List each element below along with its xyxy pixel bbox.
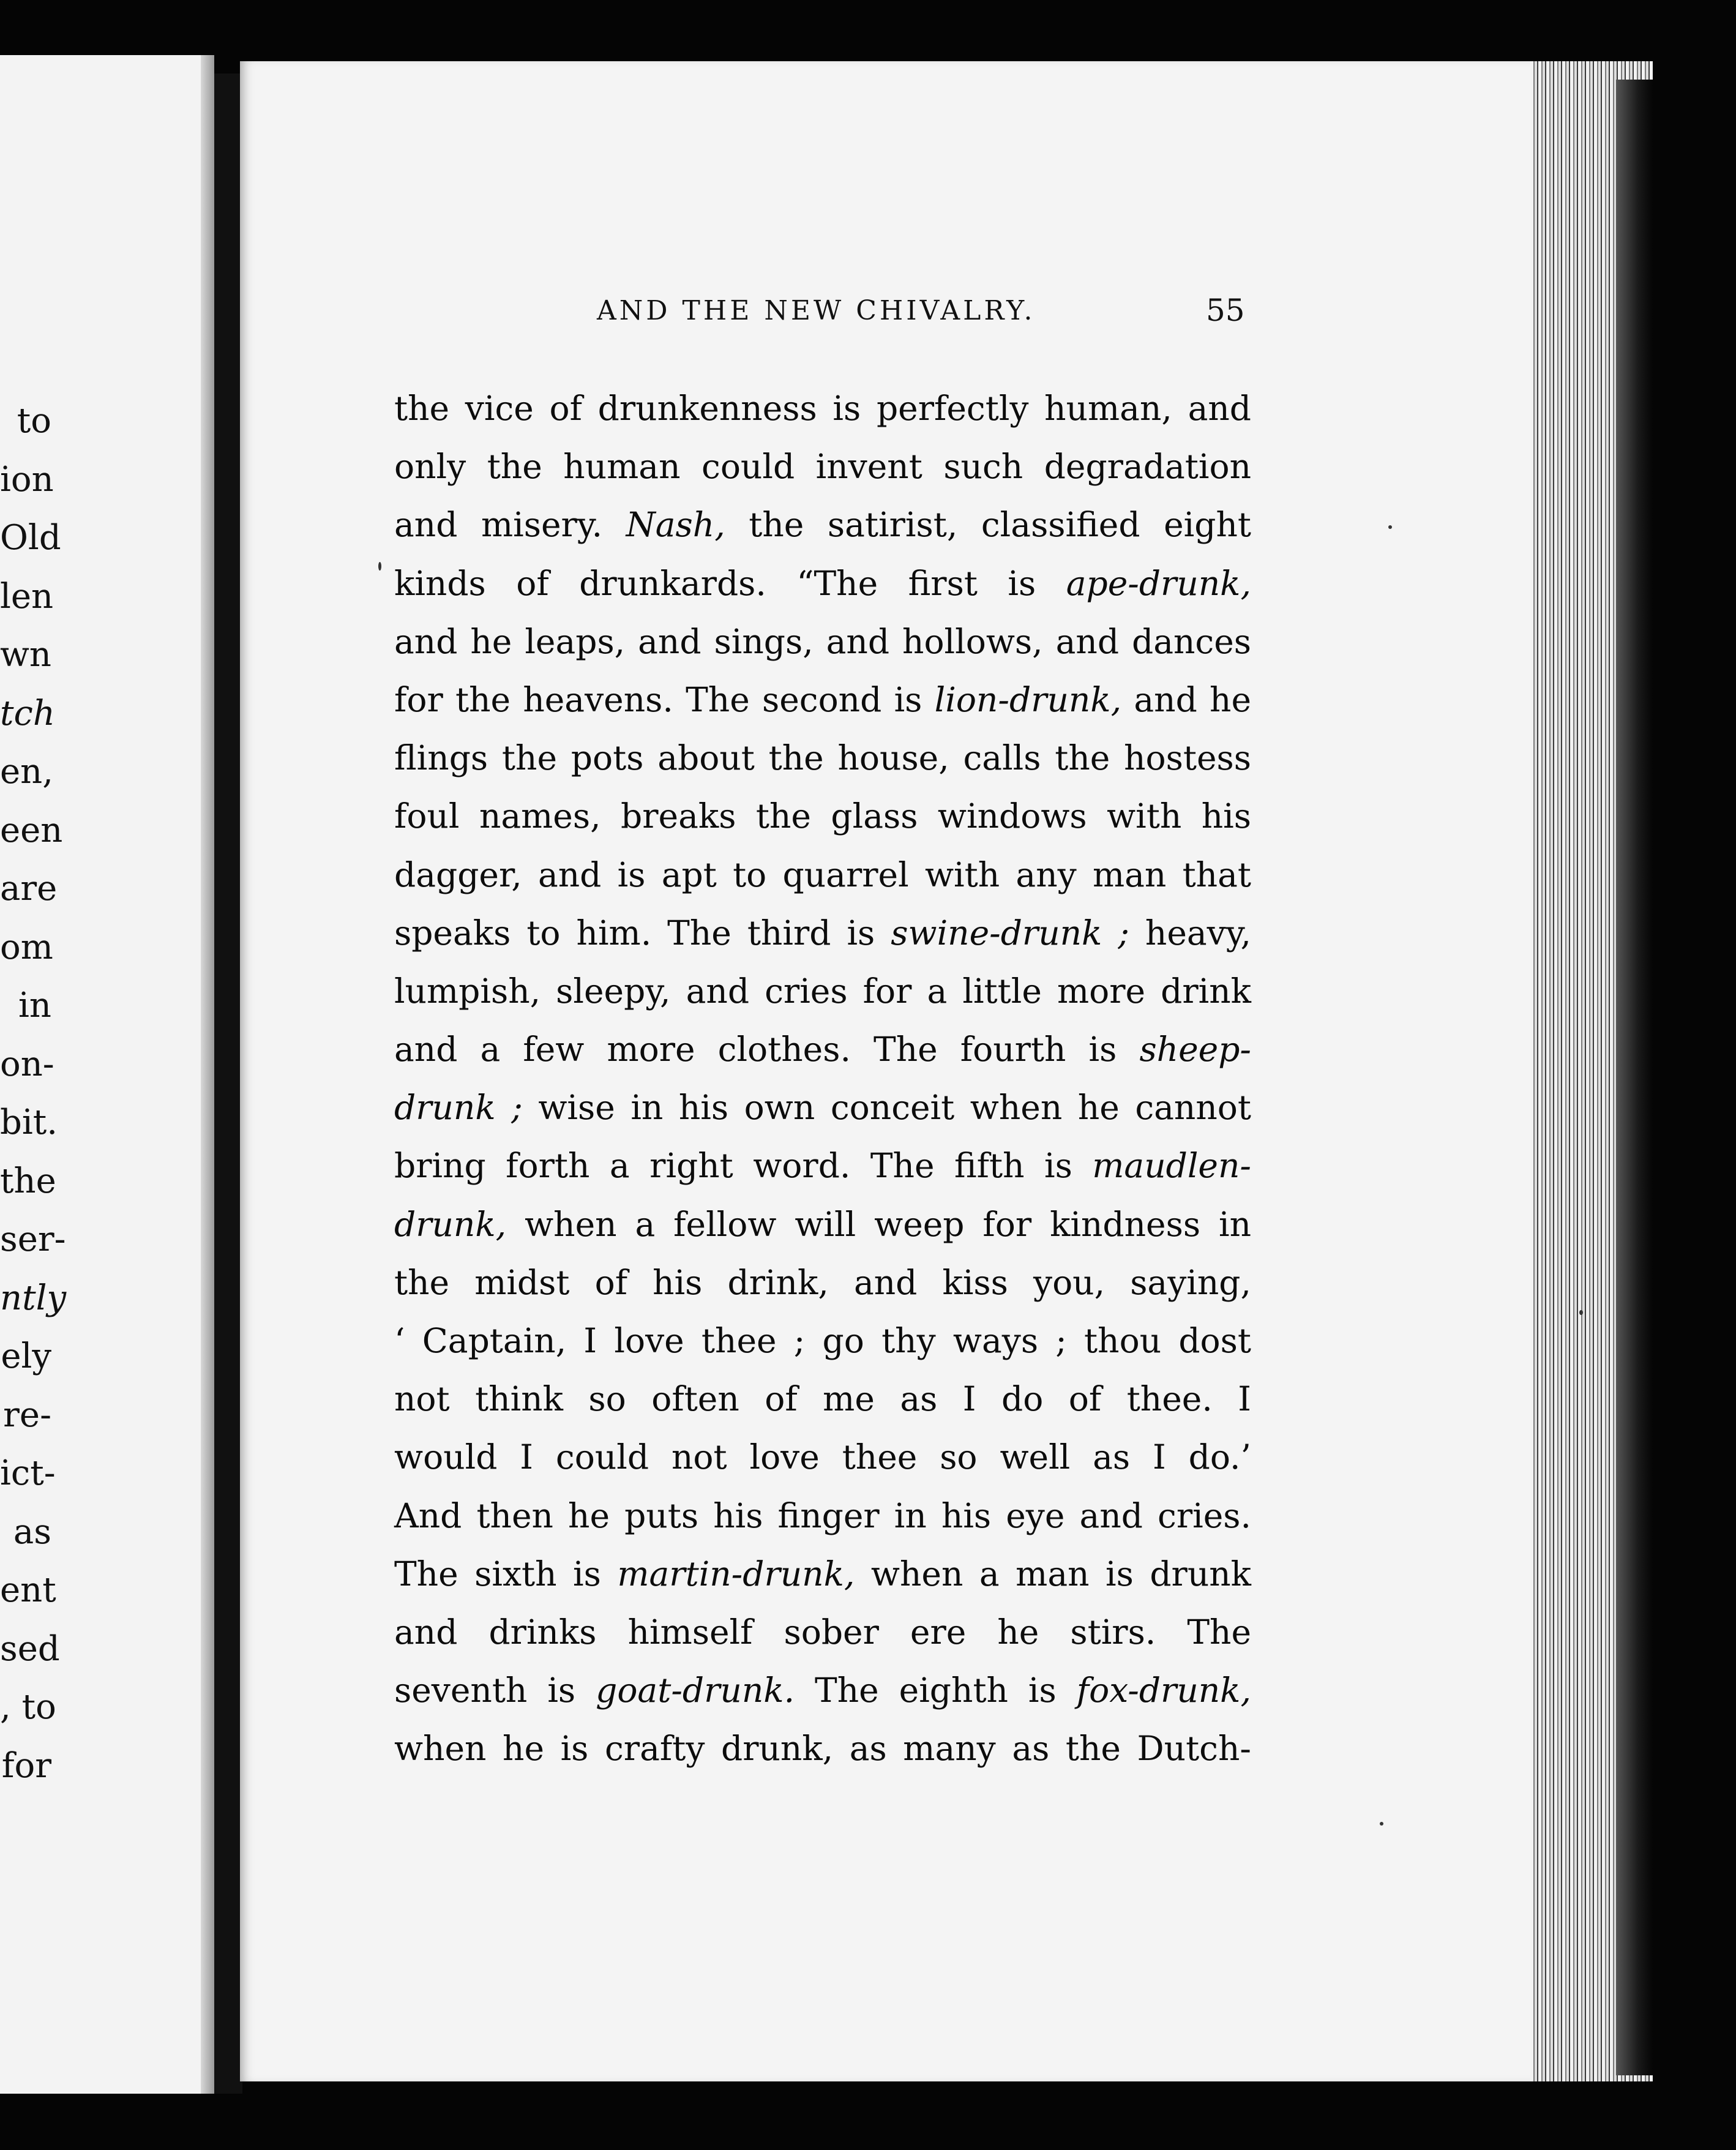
text-line <box>394 1603 1251 1661</box>
facing-page-fragment: re- <box>3 1395 51 1435</box>
text-line <box>394 904 1251 962</box>
text-line <box>394 1545 1251 1603</box>
italic-text: ape-drunk, <box>1066 563 1251 603</box>
page-number: 55 <box>1206 293 1245 328</box>
text-line <box>394 729 1251 787</box>
text-line <box>394 1021 1251 1079</box>
book-gutter <box>214 73 242 2094</box>
facing-page-fragment: len <box>0 576 54 616</box>
facing-page-fragment: een <box>0 810 63 850</box>
text-line <box>394 1661 1251 1720</box>
text-run: foul names, breaks the glass windows with his <box>394 796 1251 836</box>
text-line <box>394 438 1251 496</box>
text-run: The sixth is <box>394 1554 618 1594</box>
text-run: dagger, and is apt to quarrel with any man that <box>394 855 1251 894</box>
text-line <box>394 671 1251 729</box>
text-line <box>394 496 1251 554</box>
text-line <box>394 1196 1251 1254</box>
facing-page-fragment: as <box>13 1511 51 1552</box>
italic-text: swine-drunk ; <box>891 913 1129 953</box>
text-run: only the human could invent such degradation <box>394 447 1251 487</box>
text-line <box>394 555 1251 613</box>
text-run: the satirist, classified eight <box>725 505 1251 545</box>
print-speck <box>1380 1822 1383 1826</box>
text-run: and a few more clothes. The fourth is <box>394 1030 1140 1069</box>
facing-page-fragment: , to <box>0 1687 56 1727</box>
facing-page-fragment: are <box>0 869 58 908</box>
text-line <box>394 846 1251 904</box>
facing-page-fragment: sed <box>0 1628 60 1669</box>
text-run: when a fellow will weep for kindness in <box>506 1204 1251 1244</box>
spine-shadow <box>201 55 214 2094</box>
text-run: bring forth a right word. The fifth is <box>394 1146 1093 1186</box>
text-line <box>394 1312 1251 1370</box>
text-run: for the heavens. The second is <box>394 680 935 719</box>
facing-page-fragment: om <box>0 927 53 967</box>
text-line <box>394 787 1251 845</box>
text-line <box>394 1079 1251 1137</box>
italic-text: fox-drunk, <box>1076 1671 1251 1710</box>
text-run: and he leaps, and sings, and hollows, and dances <box>394 621 1251 661</box>
text-run: when a man is drunk <box>855 1554 1252 1594</box>
text-run: the vice of drunkenness is perfectly human, and <box>394 389 1251 428</box>
italic-text: lion-drunk, <box>934 680 1122 719</box>
italic-text: Nash, <box>626 505 725 545</box>
text-run: and he <box>1121 680 1251 719</box>
text-line <box>394 1720 1251 1778</box>
facing-page-fragment: ion <box>0 459 54 500</box>
text-run: ‘ Captain, I love thee ; go thy ways ; thou dost <box>394 1321 1251 1360</box>
text-line <box>394 1137 1251 1195</box>
text-run: seventh is <box>394 1671 596 1710</box>
text-line <box>394 1487 1251 1545</box>
text-line <box>394 1428 1251 1486</box>
facing-page-text <box>0 55 67 2094</box>
facing-page-fragment: ent <box>0 1570 56 1610</box>
text-run: would I could not love thee so well as I do.’ <box>394 1437 1251 1477</box>
facing-page-fragment: ely <box>1 1336 51 1376</box>
italic-text: drunk ; <box>394 1088 523 1128</box>
text-run: flings the pots about the house, calls the hostess <box>394 738 1251 778</box>
facing-page-fragment: in <box>18 986 51 1025</box>
page-edges-shadow <box>1616 80 1653 2075</box>
facing-page-fragment: for <box>1 1745 51 1786</box>
text-run: when he is crafty drunk, as many as the Dutch- <box>394 1729 1251 1769</box>
text-line <box>394 380 1251 438</box>
text-line <box>394 1254 1251 1312</box>
body-text <box>394 380 1251 1778</box>
italic-text: sheep- <box>1139 1030 1251 1069</box>
italic-text: goat-drunk. <box>596 1671 795 1710</box>
text-run: heavy, <box>1129 913 1252 953</box>
text-line <box>394 1370 1251 1428</box>
italic-text: martin-drunk, <box>617 1554 855 1594</box>
facing-page-fragment: ntly <box>0 1278 67 1318</box>
text-run: The eighth is <box>795 1671 1077 1710</box>
facing-page-fragment: Old <box>0 518 61 558</box>
text-line <box>394 613 1251 671</box>
text-run: the midst of his drink, and kiss you, saying, <box>394 1262 1251 1302</box>
italic-text: maudlen- <box>1092 1146 1251 1186</box>
text-run: And then he puts his finger in his eye and cries. <box>394 1496 1251 1535</box>
facing-page-fragment: tch <box>0 693 55 733</box>
text-run: speaks to him. The third is <box>394 913 891 953</box>
italic-text: drunk, <box>394 1204 507 1244</box>
text-run: and misery. <box>394 505 626 545</box>
print-speck <box>1388 525 1392 529</box>
text-run: not think so often of me as I do of thee. I <box>394 1379 1251 1419</box>
text-run: kinds of drunkards. “The first is <box>394 563 1066 603</box>
facing-page-fragment: to <box>17 401 51 441</box>
print-speck <box>1579 1310 1583 1315</box>
facing-page-fragment: en, <box>0 752 54 792</box>
text-run: wise in his own conceit when he cannot <box>522 1088 1251 1128</box>
print-speck <box>378 562 381 571</box>
text-run: lumpish, sleepy, and cries for a little more drink <box>394 971 1251 1011</box>
facing-page-fragment: the <box>0 1161 56 1201</box>
facing-page-fragment: ser- <box>0 1219 66 1259</box>
running-header: AND THE NEW CHIVALRY. <box>597 295 1036 326</box>
facing-page-fragment: ict- <box>0 1453 56 1493</box>
facing-page-fragment: wn <box>0 635 51 675</box>
facing-page-fragment: on- <box>0 1044 54 1084</box>
text-run: and drinks himself sober ere he stirs. The <box>394 1612 1251 1652</box>
facing-page-fragment: bit. <box>0 1103 58 1142</box>
text-line <box>394 962 1251 1021</box>
